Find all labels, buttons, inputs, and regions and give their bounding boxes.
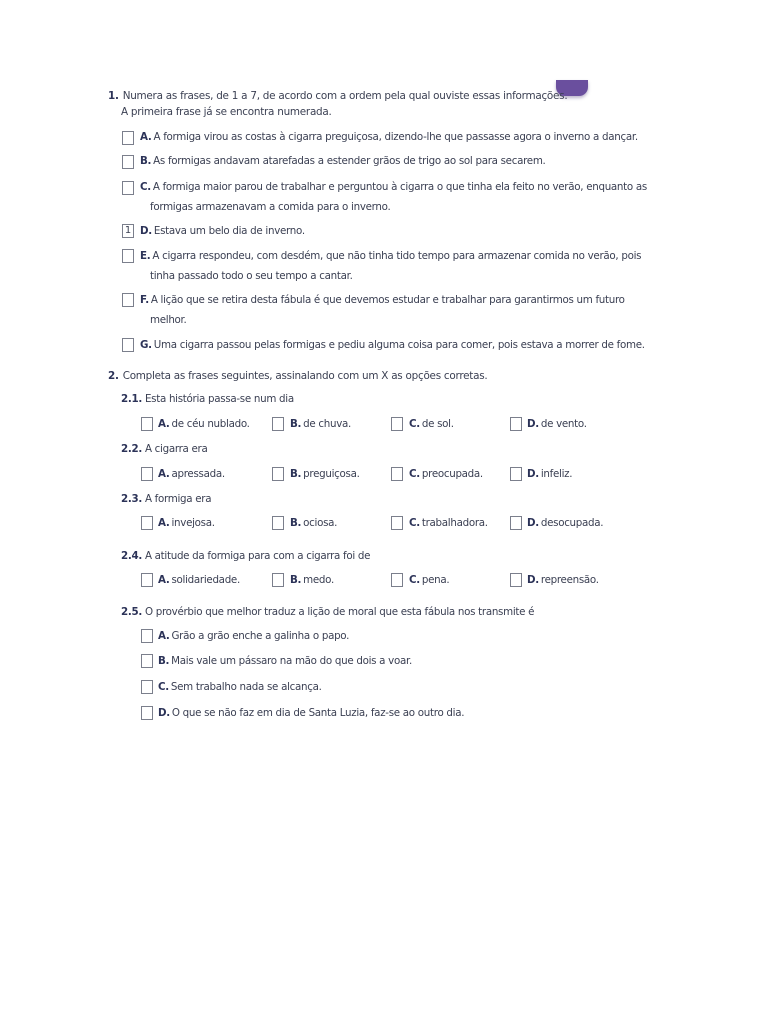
option-2-2-b-text: preguiçosa. xyxy=(303,468,360,480)
option-2-5-a xyxy=(158,630,349,642)
order-item-d xyxy=(140,223,305,240)
option-2-1-b xyxy=(290,418,351,430)
option-2-5-c xyxy=(158,681,322,693)
checkbox-2-5-b[interactable] xyxy=(141,654,153,668)
option-2-1-c-text: de sol. xyxy=(421,418,454,430)
sub-question-2-2-text: A cigarra era xyxy=(144,443,208,455)
question-1-text: Numera as frases, de 1 a 7, de acordo com a ordem pela qual ouviste essas informações. xyxy=(122,90,568,102)
sub-question-2-5-number: 2.5. xyxy=(121,606,142,618)
option-2-4-a-letter: A. xyxy=(158,574,170,586)
option-2-1-a-letter: A. xyxy=(158,418,170,430)
order-item-f-text: A lição que se retira desta fábula é que devemos estudar e trabalhar para garantirmos um futuro xyxy=(150,294,625,306)
option-2-2-c xyxy=(409,468,483,480)
question-1-subtext: A primeira frase já se encontra numerada. xyxy=(121,106,332,118)
sub-question-2-1 xyxy=(121,393,294,405)
checkbox-2-3-b[interactable] xyxy=(272,516,284,530)
option-2-5-c-letter: C. xyxy=(158,681,169,693)
order-item-f-letter: F. xyxy=(140,294,149,306)
sub-question-2-4-text: A atitude da formiga para com a cigarra foi de xyxy=(144,550,371,562)
option-2-1-a-text: de céu nublado. xyxy=(171,418,250,430)
option-2-4-c-letter: C. xyxy=(409,574,420,586)
option-2-3-d xyxy=(527,517,603,529)
option-2-3-d-letter: D. xyxy=(527,517,539,529)
order-item-b-letter: B. xyxy=(140,155,152,167)
option-2-4-d-letter: D. xyxy=(527,574,539,586)
option-2-3-a-letter: A. xyxy=(158,517,170,529)
question-2-number: 2. xyxy=(108,370,119,382)
checkbox-2-1-d[interactable] xyxy=(510,417,522,431)
order-item-f-continuation: melhor. xyxy=(150,314,187,326)
order-item-c-continuation: formigas armazenavam a comida para o inverno. xyxy=(150,201,391,213)
option-2-5-d-letter: D. xyxy=(158,707,170,719)
option-2-4-c-text: pena. xyxy=(421,574,450,586)
option-2-2-c-text: preocupada. xyxy=(421,468,483,480)
option-2-3-b xyxy=(290,517,337,529)
option-2-2-b-letter: B. xyxy=(290,468,302,480)
option-2-2-c-letter: C. xyxy=(409,468,420,480)
option-2-5-b-text: Mais vale um pássaro na mão do que dois a voar. xyxy=(171,655,412,667)
order-item-e-continuation: tinha passado todo o seu tempo a cantar. xyxy=(150,270,353,282)
option-2-1-b-text: de chuva. xyxy=(303,418,352,430)
sub-question-2-4-number: 2.4. xyxy=(121,550,142,562)
option-2-4-b xyxy=(290,574,334,586)
checkbox-2-4-d[interactable] xyxy=(510,573,522,587)
option-2-5-b-letter: B. xyxy=(158,655,170,667)
option-2-4-a xyxy=(158,574,240,586)
order-item-d-text: Estava um belo dia de inverno. xyxy=(153,225,305,237)
option-2-4-a-text: solidariedade. xyxy=(171,574,240,586)
order-item-d-letter: D. xyxy=(140,225,152,237)
checkbox-2-4-b[interactable] xyxy=(272,573,284,587)
option-2-3-d-text: desocupada. xyxy=(540,517,604,529)
option-2-1-c-letter: C. xyxy=(409,418,420,430)
checkbox-2-1-a[interactable] xyxy=(141,417,153,431)
question-2-text: Completa as frases seguintes, assinalando com um X as opções corretas. xyxy=(122,370,488,382)
option-2-1-a xyxy=(158,418,250,430)
option-2-4-d-text: repreensão. xyxy=(540,574,599,586)
checkbox-2-3-d[interactable] xyxy=(510,516,522,530)
option-2-1-d-letter: D. xyxy=(527,418,539,430)
option-2-1-c xyxy=(409,418,454,430)
option-2-3-c-text: trabalhadora. xyxy=(421,517,488,529)
sub-question-2-1-number: 2.1. xyxy=(121,393,142,405)
order-item-a-text: A formiga virou as costas à cigarra preguiçosa, dizendo-lhe que passasse agora o inverno a dançar. xyxy=(153,131,638,143)
order-box-e[interactable] xyxy=(122,249,134,263)
question-1-number: 1. xyxy=(108,90,119,102)
sub-question-2-4 xyxy=(121,550,370,562)
question-2-prompt xyxy=(108,369,487,383)
order-box-g[interactable] xyxy=(122,338,134,352)
checkbox-2-2-b[interactable] xyxy=(272,467,284,481)
option-2-2-d-text: infeliz. xyxy=(540,468,573,480)
order-box-b[interactable] xyxy=(122,155,134,169)
order-item-c-letter: C. xyxy=(140,181,151,193)
sub-question-2-2-number: 2.2. xyxy=(121,443,142,455)
option-2-2-a-text: apressada. xyxy=(171,468,225,480)
checkbox-2-1-c[interactable] xyxy=(391,417,403,431)
sub-question-2-5 xyxy=(121,606,534,618)
sub-question-2-3-number: 2.3. xyxy=(121,493,142,505)
option-2-3-a xyxy=(158,517,215,529)
checkbox-2-5-d[interactable] xyxy=(141,706,153,720)
order-item-e xyxy=(140,248,641,265)
option-2-2-a-letter: A. xyxy=(158,468,170,480)
order-box-a[interactable] xyxy=(122,131,134,145)
option-2-1-d xyxy=(527,418,587,430)
option-2-3-a-text: invejosa. xyxy=(171,517,215,529)
option-2-3-c xyxy=(409,517,488,529)
checkbox-2-3-c[interactable] xyxy=(391,516,403,530)
checkbox-2-2-d[interactable] xyxy=(510,467,522,481)
sub-question-2-1-text: Esta história passa-se num dia xyxy=(144,393,294,405)
question-1-prompt xyxy=(108,89,567,103)
option-2-5-c-text: Sem trabalho nada se alcança. xyxy=(170,681,322,693)
order-item-e-letter: E. xyxy=(140,250,151,262)
order-item-f xyxy=(140,292,625,309)
order-box-c[interactable] xyxy=(122,181,134,195)
checkbox-2-2-a[interactable] xyxy=(141,467,153,481)
order-item-g xyxy=(140,337,645,354)
option-2-3-c-letter: C. xyxy=(409,517,420,529)
order-item-g-text: Uma cigarra passou pelas formigas e pediu alguma coisa para comer, pois estava a morrer de fome. xyxy=(153,339,645,351)
option-2-5-a-text: Grão a grão enche a galinha o papo. xyxy=(171,630,350,642)
checkbox-2-1-b[interactable] xyxy=(272,417,284,431)
order-item-a-letter: A. xyxy=(140,131,152,143)
option-2-2-a xyxy=(158,468,225,480)
order-item-e-text: A cigarra respondeu, com desdém, que não tinha tido tempo para armazenar comida no verão, pois xyxy=(152,250,642,262)
sub-question-2-3-text: A formiga era xyxy=(144,493,212,505)
order-item-c-text: A formiga maior parou de trabalhar e perguntou à cigarra o que tinha ela feito no verão, enquanto as xyxy=(152,181,647,193)
option-2-5-d-text: O que se não faz em dia de Santa Luzia, faz-se ao outro dia. xyxy=(171,707,465,719)
option-2-3-b-letter: B. xyxy=(290,517,302,529)
option-2-4-c xyxy=(409,574,449,586)
option-2-5-b xyxy=(158,655,412,667)
checkbox-2-3-a[interactable] xyxy=(141,516,153,530)
option-2-2-d-letter: D. xyxy=(527,468,539,480)
option-2-1-d-text: de vento. xyxy=(540,418,587,430)
checkbox-2-4-a[interactable] xyxy=(141,573,153,587)
order-item-b xyxy=(140,153,546,170)
sub-question-2-5-text: O provérbio que melhor traduz a lição de moral que esta fábula nos transmite é xyxy=(144,606,535,618)
checkbox-2-2-c[interactable] xyxy=(391,467,403,481)
option-2-4-d xyxy=(527,574,599,586)
option-2-5-a-letter: A. xyxy=(158,630,170,642)
option-2-3-b-text: ociosa. xyxy=(303,517,338,529)
option-2-4-b-text: medo. xyxy=(303,574,334,586)
checkbox-2-5-a[interactable] xyxy=(141,629,153,643)
order-box-f[interactable] xyxy=(122,293,134,307)
sub-question-2-3 xyxy=(121,493,211,505)
order-box-d[interactable]: 1 xyxy=(122,224,134,238)
option-2-2-b xyxy=(290,468,360,480)
option-2-1-b-letter: B. xyxy=(290,418,302,430)
order-item-g-letter: G. xyxy=(140,339,152,351)
checkbox-2-4-c[interactable] xyxy=(391,573,403,587)
order-item-c xyxy=(140,179,647,196)
sub-question-2-2 xyxy=(121,443,208,455)
order-item-a xyxy=(140,129,638,146)
order-item-b-text: As formigas andavam atarefadas a estender grãos de trigo ao sol para secarem. xyxy=(153,155,546,167)
option-2-4-b-letter: B. xyxy=(290,574,302,586)
option-2-2-d xyxy=(527,468,572,480)
checkbox-2-5-c[interactable] xyxy=(141,680,153,694)
option-2-5-d xyxy=(158,707,464,719)
